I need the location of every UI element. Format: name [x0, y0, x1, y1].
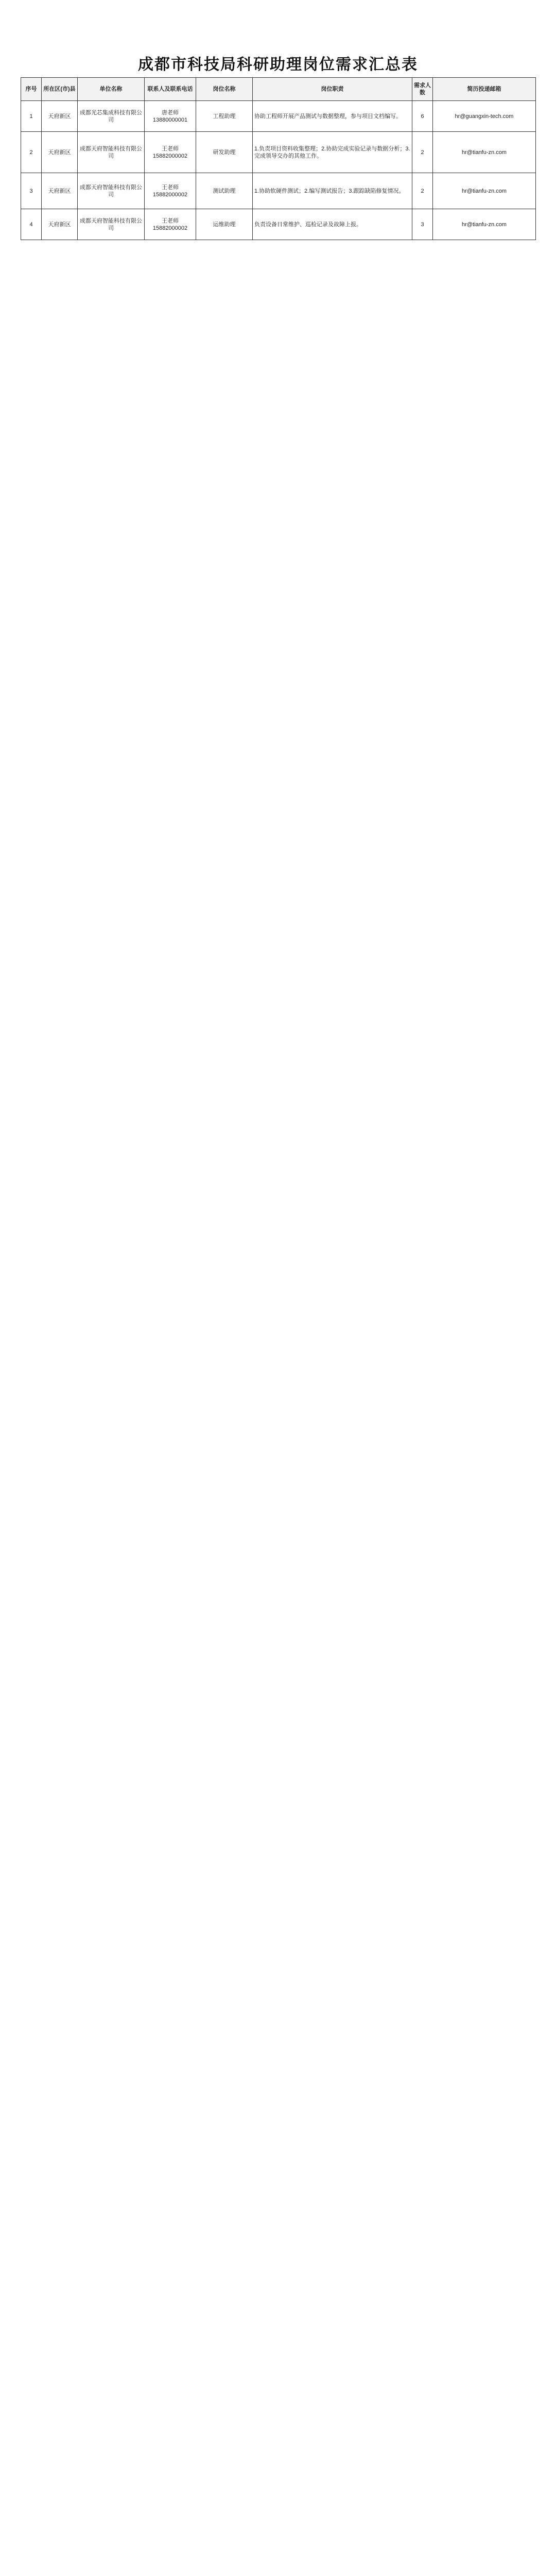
cell-area: 天府新区: [42, 101, 78, 132]
table-row: [21, 132, 536, 173]
cell-post: 研发助理: [196, 132, 253, 173]
cell-no: 2: [21, 132, 42, 173]
table-row: [21, 173, 536, 209]
cell-unit: 成都天府智能科技有限公司: [78, 173, 145, 209]
cell-mail: hr@tianfu-zn.com: [433, 209, 536, 240]
cell-duty: 负责设备日常维护、巡检记录及故障上报。: [253, 209, 412, 240]
cell-area: 天府新区: [42, 209, 78, 240]
cell-count: 2: [412, 132, 433, 173]
header-contact: 联系人及联系电话: [145, 78, 196, 101]
cell-unit: 成都天府智能科技有限公司: [78, 209, 145, 240]
cell-count: 2: [412, 173, 433, 209]
header-duty: 岗位职责: [253, 78, 412, 101]
table-section-1: [21, 77, 535, 240]
header-area: 所在区(市)县: [42, 78, 78, 101]
header-no: 序号: [21, 78, 42, 101]
cell-contact: 王老师 15882000002: [145, 173, 196, 209]
cell-contact: 唐老师 13880000001: [145, 101, 196, 132]
cell-unit: 成都天府智能科技有限公司: [78, 132, 145, 173]
cell-no: 4: [21, 209, 42, 240]
cell-mail: hr@guangxin-tech.com: [433, 101, 536, 132]
cell-count: 6: [412, 101, 433, 132]
requirements-table: [21, 77, 536, 240]
cell-area: 天府新区: [42, 173, 78, 209]
table-row: [21, 209, 536, 240]
header-count: 需求人数: [412, 78, 433, 101]
page-title: 成都市科技局科研助理岗位需求汇总表: [138, 56, 418, 73]
cell-area: 天府新区: [42, 132, 78, 173]
table-row: [21, 101, 536, 132]
cell-contact: 王老师 15882000002: [145, 132, 196, 173]
cell-no: 3: [21, 173, 42, 209]
cell-duty: 1.负责项目资料收集整理；2.协助完成实验记录与数据分析；3.完成领导交办的其他工作。: [253, 132, 412, 173]
cell-duty: 1.协助软硬件测试；2.编写测试报告；3.跟踪缺陷修复情况。: [253, 173, 412, 209]
table-header-row: [21, 78, 536, 101]
cell-count: 3: [412, 209, 433, 240]
cell-duty: 协助工程师开展产品测试与数据整理，参与项目文档编写。: [253, 101, 412, 132]
cell-mail: hr@tianfu-zn.com: [433, 132, 536, 173]
cell-mail: hr@tianfu-zn.com: [433, 173, 536, 209]
header-unit: 单位名称: [78, 78, 145, 101]
header-mail: 简历投递邮箱: [433, 78, 536, 101]
cell-post: 运维助理: [196, 209, 253, 240]
cell-no: 1: [21, 101, 42, 132]
header-post: 岗位名称: [196, 78, 253, 101]
cell-post: 工程助理: [196, 101, 253, 132]
cell-post: 测试助理: [196, 173, 253, 209]
cell-contact: 王老师 15882000002: [145, 209, 196, 240]
cell-unit: 成都光芯集成科技有限公司: [78, 101, 145, 132]
